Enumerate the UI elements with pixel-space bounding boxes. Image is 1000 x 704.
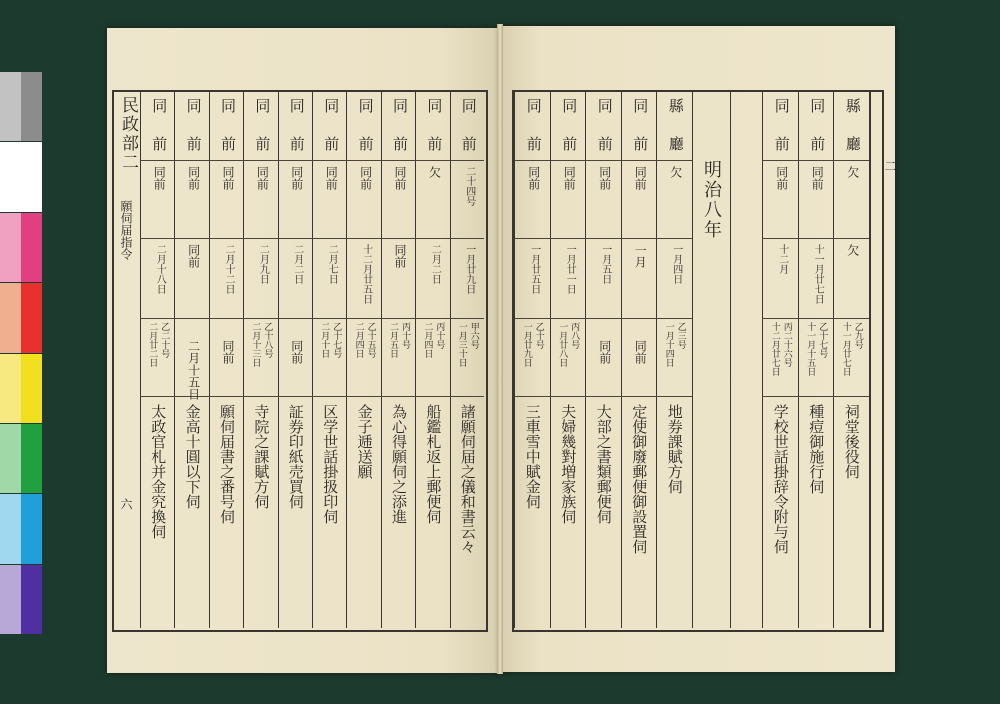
left-col-subject: 証券印紙売買伺 [286, 404, 305, 509]
right-upper-col-subject: 学校世話掛辞令附与伺 [771, 404, 790, 554]
left-col-doc-number: 同前 [358, 166, 373, 190]
right-upper-col-doc-number: 欠 [845, 166, 860, 178]
left-col-head-2: 前 [184, 136, 203, 152]
right-col-head-1: 縣 [666, 98, 685, 114]
right-col-subject: 定使御廢郵便御設置伺 [630, 404, 649, 554]
left-col-head-2: 前 [459, 136, 478, 152]
right-column-rule [585, 92, 586, 628]
right-col-doc-number: 欠 [668, 166, 683, 178]
right-upper-col-subject: 種痘御施行伺 [807, 404, 826, 494]
right-upper-col-submit-date: 十一月廿七日 [812, 244, 824, 304]
right-col-head-2: 前 [595, 136, 614, 152]
right-upper-col-doc-number: 同前 [774, 166, 789, 190]
right-col-submit-date: 一月廿五日 [528, 244, 540, 294]
right-col-head-2: 廳 [666, 136, 685, 152]
left-column-rule [415, 92, 416, 628]
color-swatch [0, 213, 21, 282]
left-column-rule [278, 92, 279, 628]
left-col-head-2: 前 [287, 136, 306, 152]
left-col-head-1: 同 [184, 98, 203, 114]
right-upper-col-head-2: 廳 [843, 136, 862, 152]
left-col-order-date: 二月五日 [388, 322, 398, 358]
right-col-order-date: 一月廿八日 [557, 322, 568, 367]
color-swatch [0, 142, 21, 211]
margin-subtitle: 願伺届指令 [119, 200, 133, 260]
color-swatch [21, 142, 42, 211]
left-col-submit-date: 二月十八日 [154, 244, 166, 294]
left-column-rule [381, 92, 382, 628]
right-upper-col-order-date: 十一月廿七日 [840, 322, 851, 376]
right-col-order: 同前 [597, 340, 612, 364]
right-col-head-1: 同 [595, 98, 614, 114]
right-column-rule [550, 92, 551, 628]
right-col-doc-number: 同前 [633, 166, 648, 190]
right-col-order: 同前 [633, 340, 648, 364]
left-column-rule [450, 92, 451, 628]
left-col-order-date: 一月三十日 [456, 322, 467, 367]
left-column-rule [243, 92, 244, 628]
right-upper-col-subject: 祠堂後役伺 [842, 404, 861, 479]
right-upper-col-order-number: 丙二十六号 [781, 322, 792, 367]
right-upper-col-head-1: 縣 [843, 98, 862, 114]
left-col-doc-number: 二十四号 [463, 166, 475, 206]
left-column-rule [312, 92, 313, 628]
left-column-rule [209, 92, 210, 628]
left-col-order-date: 二月十日 [319, 322, 330, 358]
right-column-rule [514, 92, 515, 628]
left-col-head-1: 同 [356, 98, 375, 114]
left-col-order-number: 丙十号 [434, 322, 445, 349]
left-col-doc-number: 欠 [427, 166, 442, 178]
color-swatch [21, 354, 42, 423]
left-col-order-date: 二月十三日 [250, 322, 261, 367]
color-swatch [21, 72, 42, 141]
left-col-doc-number: 同前 [186, 166, 201, 190]
left-col-submit-date: 二月九日 [257, 244, 269, 284]
left-col-order-number: 乙二十号 [159, 322, 170, 358]
right-row-rule [762, 318, 869, 319]
right-upper-col-head-1: 同 [808, 98, 827, 114]
color-swatch [21, 494, 42, 563]
left-col-head-1: 同 [322, 98, 341, 114]
left-col-order-number: 乙十七号 [331, 322, 342, 358]
right-row-rule [762, 160, 869, 161]
left-col-head-1: 同 [425, 98, 444, 114]
right-col-head-2: 前 [631, 136, 650, 152]
margin-title: 民政部二 [118, 96, 138, 172]
left-col-submit-date: 同前 [393, 244, 407, 268]
right-column-rule [833, 92, 834, 628]
left-col-subject: 願伺届書之番号伺 [218, 404, 236, 524]
right-column-rule [762, 92, 763, 628]
left-col-subject: 区学世話掛扱印伺 [321, 404, 340, 524]
left-col-submit-date: 二月十二日 [223, 244, 234, 294]
right-upper-col-submit-date: 十二月 [776, 244, 788, 274]
right-row-rule [514, 318, 692, 319]
right-col-head-1: 同 [631, 98, 650, 114]
left-col-subject: 金高十圓以下伺 [183, 404, 202, 509]
left-col-head-1: 同 [253, 98, 272, 114]
right-col-submit-date: 一月 [633, 244, 648, 268]
right-row-rule [762, 238, 869, 239]
left-col-order: 二月十五日 [186, 340, 201, 400]
right-column-rule [656, 92, 657, 628]
left-col-order-number: 甲六号 [468, 322, 479, 349]
book-gutter [497, 24, 503, 674]
right-col-order-date: 一月十四日 [663, 322, 674, 367]
right-upper-col-doc-number: 同前 [810, 166, 825, 190]
right-col-order-number: 乙三号 [675, 322, 686, 349]
left-col-submit-date: 同前 [186, 244, 201, 268]
right-row-rule [514, 160, 692, 161]
left-col-head-1: 同 [459, 98, 478, 114]
right-upper-col-head-2: 前 [772, 136, 791, 152]
left-col-submit-date: 二月二日 [291, 244, 303, 284]
right-col-doc-number: 同前 [597, 166, 612, 190]
left-col-doc-number: 同前 [255, 166, 270, 190]
corner-mark: 二 [883, 160, 897, 172]
color-swatch [21, 424, 42, 493]
right-col-submit-date: 一月四日 [670, 244, 682, 284]
left-col-submit-date: 一月廿九日 [463, 244, 475, 294]
left-col-head-1: 同 [287, 98, 306, 114]
right-upper-col-order-date: 十二月廿七日 [769, 322, 780, 376]
left-column-rule [174, 92, 175, 628]
left-col-submit-date: 十二月廿五日 [360, 244, 372, 304]
color-swatch [0, 283, 21, 352]
left-col-submit-date: 二月二日 [429, 244, 441, 284]
right-col-doc-number: 同前 [526, 166, 541, 190]
right-upper-col-head-2: 前 [808, 136, 827, 152]
left-col-doc-number: 同前 [393, 166, 407, 190]
right-upper-col-order-number: 乙十七号 [817, 322, 828, 358]
color-swatch [0, 72, 21, 141]
right-upper-col-order-number: 乙九号 [852, 322, 863, 349]
left-col-subject: 為心得願伺之添進 [390, 404, 408, 524]
right-col-order-number: 乙十号 [533, 322, 544, 349]
left-col-doc-number: 同前 [324, 166, 339, 190]
right-col-submit-date: 一月廿一日 [564, 244, 576, 294]
left-row-rule [140, 160, 484, 161]
right-col-subject: 三車雪中賦金伺 [523, 404, 542, 509]
color-swatch [21, 283, 42, 352]
left-margin-rule [140, 92, 141, 628]
left-col-order: 同前 [289, 340, 304, 364]
color-swatch [21, 213, 42, 282]
right-edge-rule [870, 92, 871, 628]
left-column-rule [346, 92, 347, 628]
left-col-head-2: 前 [219, 136, 237, 152]
right-column-rule [621, 92, 622, 628]
era-heading: 明治八年 [701, 160, 722, 240]
left-col-submit-date: 二月七日 [326, 244, 338, 284]
right-col-order-date: 一月廿九日 [521, 322, 532, 367]
right-upper-col-submit-date: 欠 [845, 244, 860, 256]
left-col-order-date: 二月四日 [353, 322, 364, 358]
page-number: 六 [119, 498, 133, 510]
right-col-subject: 夫婦幾對増家族伺 [559, 404, 578, 524]
left-col-doc-number: 同前 [289, 166, 304, 190]
left-col-head-2: 前 [150, 136, 169, 152]
left-row-rule [140, 318, 484, 319]
left-col-subject: 寺院之課賦方伺 [252, 404, 271, 509]
era-rule [692, 92, 693, 628]
right-col-head-2: 前 [560, 136, 579, 152]
right-col-head-2: 前 [524, 136, 543, 152]
right-col-subject: 地券課賦方伺 [665, 404, 684, 494]
right-row-rule [514, 238, 692, 239]
right-row-rule [762, 396, 869, 397]
right-col-head-1: 同 [524, 98, 543, 114]
left-col-subject: 諸願伺届之儀和書云々 [458, 404, 477, 554]
left-col-doc-number: 同前 [221, 166, 235, 190]
left-col-head-2: 前 [391, 136, 409, 152]
left-col-order-date: 二月廿二日 [147, 322, 158, 367]
color-swatch [0, 354, 21, 423]
color-swatch [21, 565, 42, 634]
left-col-order-number: 乙十五号 [365, 322, 376, 358]
left-col-order-date: 二月四日 [422, 322, 433, 358]
left-col-head-2: 前 [322, 136, 341, 152]
left-col-order: 同前 [221, 340, 235, 364]
left-col-head-1: 同 [150, 98, 169, 114]
left-col-order-number: 丙十号 [400, 322, 410, 349]
right-col-doc-number: 同前 [562, 166, 577, 190]
left-col-subject: 太政官札并金究換伺 [149, 404, 168, 539]
era-rule [730, 92, 731, 628]
right-column-rule [798, 92, 799, 628]
left-col-doc-number: 同前 [152, 166, 167, 190]
left-col-head-2: 前 [253, 136, 272, 152]
left-col-order-number: 乙十八号 [262, 322, 273, 358]
right-upper-col-order-date: 十一月十五日 [805, 322, 816, 376]
left-col-subject: 船鑑札返上郵便伺 [424, 404, 443, 524]
color-swatch [0, 424, 21, 493]
color-swatch [0, 494, 21, 563]
right-col-head-1: 同 [560, 98, 579, 114]
left-col-subject: 金子逓送願 [355, 404, 374, 479]
left-col-head-1: 同 [391, 98, 409, 114]
right-col-order-number: 丙八号 [569, 322, 580, 349]
left-col-head-2: 前 [425, 136, 444, 152]
left-row-rule [140, 238, 484, 239]
right-col-submit-date: 一月五日 [599, 244, 611, 284]
right-upper-col-head-1: 同 [772, 98, 791, 114]
left-col-head-2: 前 [356, 136, 375, 152]
color-calibration-chart [0, 72, 42, 635]
color-swatch [0, 565, 21, 634]
right-col-subject: 大部之書類郵便伺 [594, 404, 613, 524]
right-row-rule [514, 396, 692, 397]
left-col-head-1: 同 [219, 98, 237, 114]
